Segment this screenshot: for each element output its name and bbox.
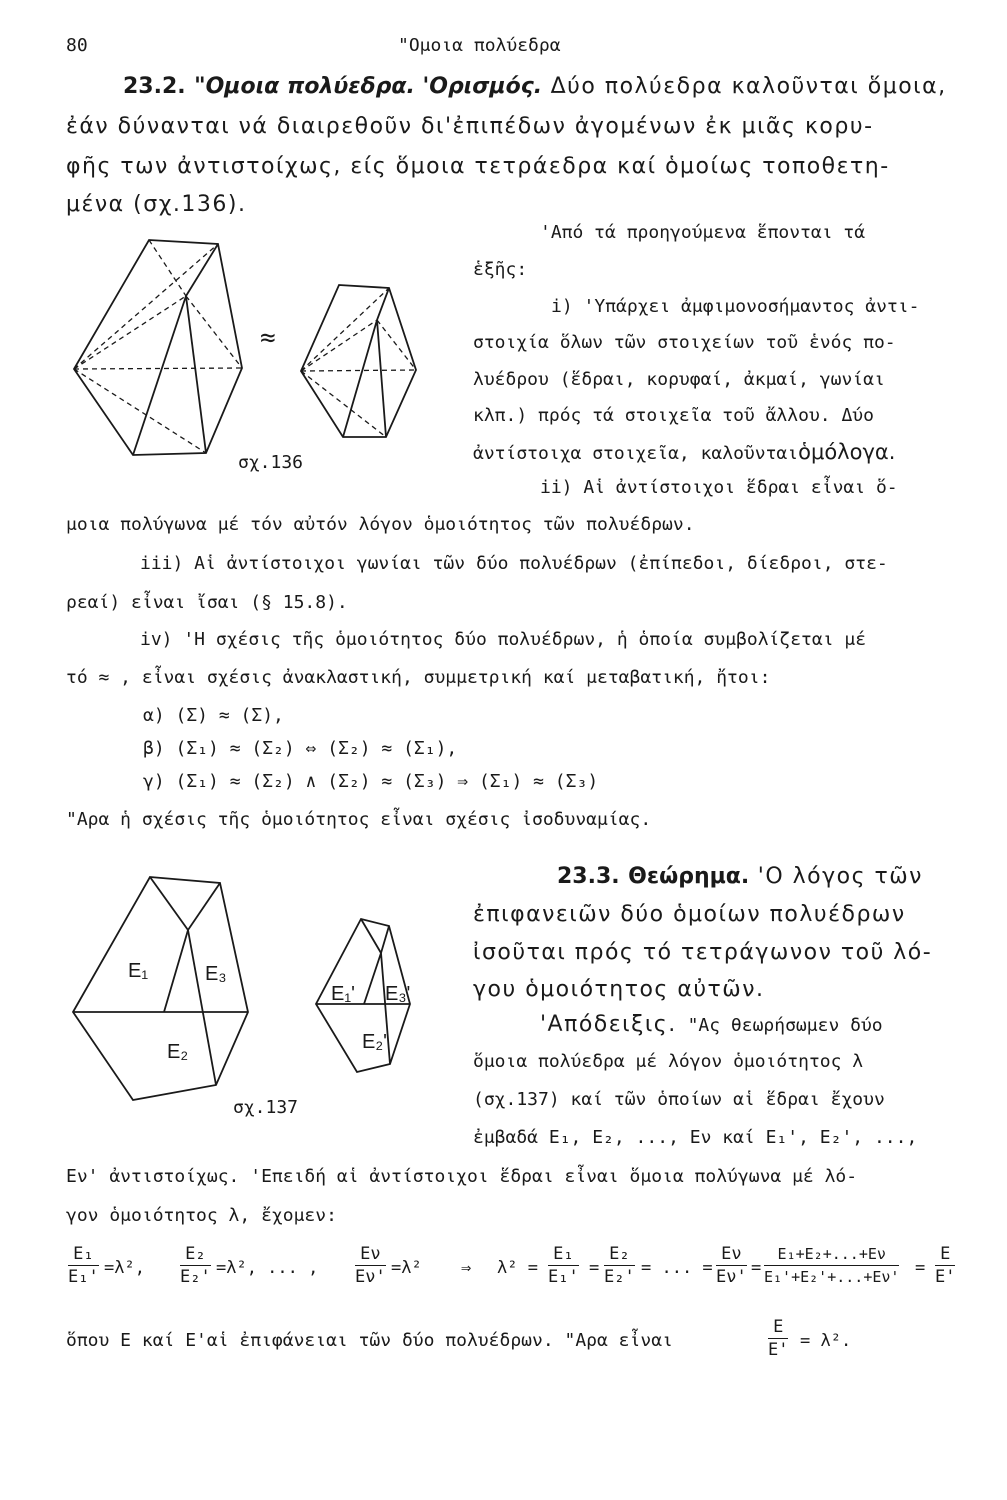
theorem-line-1: 'Ο λόγος τῶν [757, 864, 923, 889]
lambda-squared: λ² = [497, 1258, 538, 1278]
proof-line-3: (σχ.137) καί τῶν ὁποίων αἱ ἕδραι ἔχουν [473, 1089, 885, 1110]
theorem-line-3: ἰσοῦται πρός τό τετράγωνον τοῦ λό- [473, 940, 933, 965]
property-i-line-3: λυέδρου (ἕδραι, κορυφαί, ἀκμαί, γωνίαι [473, 369, 885, 390]
theorem-line-2: ἐπιφανειῶν δύο ὁμοίων πολυέδρων [473, 902, 906, 927]
properties-intro-1: 'Από τά προηγούμενα ἕπονται τά [540, 222, 866, 243]
denominator: E₁' [68, 1267, 99, 1287]
fraction-final [768, 1316, 788, 1361]
property-i-line-5-text: ἀντίστοιχα στοιχεῖα, καλοῦνται [473, 443, 799, 464]
numerator: E₁ [548, 1243, 579, 1266]
running-title: "Ομοια πολύεδρα [398, 35, 561, 56]
property-i-line-2: στοιχία ὅλων τῶν στοιχείων τοῦ ἑνός πο- [473, 332, 896, 353]
proof-line-6: γον ὁμοιότητος λ, ἔχομεν: [66, 1205, 337, 1226]
fig137-small-edge [364, 953, 381, 1004]
equals: = [589, 1258, 600, 1278]
definition-line-4: μένα (σχ.136). [66, 192, 247, 217]
fig137-small-edge [381, 926, 389, 953]
property-i-line-1: i) 'Υπάρχει ἀμφιμονοσήμαντος ἀντι- [551, 296, 920, 317]
numerator: Eν [355, 1243, 386, 1266]
property-iv-line-1: iv) 'Η σχέσις τῆς ὁμοιότητος δύο πολυέδρων, ἡ ὁποία συμβολίζεται μέ [140, 629, 867, 650]
fig137-large-edge [188, 883, 220, 930]
equals: = [915, 1258, 926, 1278]
similar-symbol: ≈ [260, 323, 276, 353]
property-iii-line-2: ρεαί) εἶναι ἴσαι (§ 15.8). [66, 592, 348, 613]
section-subtitle: 'Ορισμός. [422, 74, 543, 99]
equivalence-conclusion: "Αρα ἡ σχέσις τῆς ὁμοιότητος εἶναι σχέσις ἰσοδυναμίας. [66, 809, 652, 830]
implies-symbol: ⇒ [461, 1258, 472, 1278]
numerator: E₂ [604, 1243, 635, 1266]
numerator: E [935, 1243, 955, 1266]
property-iii-line-1: iii) Αἱ ἀντίστοιχοι γωνίαι τῶν δύο πολυέδρων (ἐπίπεδοι, δίεδροι, στε- [140, 553, 888, 574]
equation-part: =λ², [104, 1258, 145, 1278]
fig137-large-edge [150, 877, 188, 930]
fig137-large-outline [73, 877, 248, 1100]
fraction-g3 [716, 1243, 747, 1288]
theorem-line-4: γου ὁμοιότητος αὐτῶν. [473, 977, 765, 1002]
definition-line-2: ἐάν δύνανται νά διαιρεθοῦν δι'ἐπιπέδων ἀγομένων ἐκ μιᾶς κορυ- [66, 114, 874, 139]
face-label-e3: E₃ [205, 963, 227, 985]
face-label-e1-prime: E₁' [331, 983, 355, 1005]
page-number: 80 [66, 35, 88, 56]
fig137-large-edge [164, 930, 188, 1012]
definition-line-1: Δύο πολύεδρα καλοῦνται ὅμοια, [550, 74, 947, 99]
property-beta: β) (Σ₁) ≈ (Σ₂) ⇔ (Σ₂) ≈ (Σ₁), [143, 738, 458, 759]
proof-line-4: ἐμβαδά E₁, E₂, ..., Eν καί E₁', E₂', ..., [473, 1127, 918, 1148]
numerator: E₁ [68, 1243, 99, 1266]
denominator: Eν' [716, 1267, 747, 1287]
equation-part: =λ² [391, 1258, 422, 1278]
fraction-total [935, 1243, 955, 1288]
numerator: E [768, 1316, 788, 1339]
figure-136-caption: σχ.136 [238, 452, 304, 473]
fraction-g2 [604, 1243, 635, 1288]
denominator: E₂' [180, 1267, 211, 1287]
properties-intro-2: ἑξῆς: [473, 259, 528, 280]
denominator: Eν' [355, 1267, 386, 1287]
fraction-sum [764, 1243, 899, 1288]
face-label-e1: E₁ [128, 960, 149, 982]
figure-137-caption: σχ.137 [233, 1097, 299, 1118]
proof-line-1-text: "Ας θεωρήσωμεν δύο [687, 1015, 883, 1036]
numerator: E₂ [180, 1243, 211, 1266]
face-label-e3-prime: E₃' [385, 983, 411, 1005]
denominator: E₂' [604, 1267, 635, 1287]
fraction-ev [355, 1243, 386, 1288]
denominator: E' [768, 1340, 789, 1360]
equation-part: =λ², ... , [216, 1258, 319, 1278]
theorem-number: 23.3. [557, 864, 620, 889]
face-label-e2-prime: E₂' [362, 1031, 387, 1053]
proof-label: 'Απόδειξις. [540, 1012, 677, 1037]
fraction-e2 [180, 1243, 211, 1288]
property-alpha: α) (Σ) ≈ (Σ), [143, 705, 284, 726]
denominator: E₁' [548, 1267, 579, 1287]
section-number: 23.2. [123, 74, 186, 99]
proof-line-5: Eν' ἀντιστοίχως. 'Επειδή αἱ ἀντίστοιχοι ἕδραι εἶναι ὅμοια πολύγωνα μέ λό- [66, 1166, 858, 1187]
denominator: E₁'+E₂'+...+Eν' [764, 1268, 900, 1286]
homologous-term: ὁμόλογα. [798, 440, 896, 464]
theorem-title: Θεώρημα. [628, 864, 750, 889]
section-title: "Ομοια πολύεδρα. [194, 74, 423, 99]
equals: = [751, 1258, 762, 1278]
fig137-large-edge [188, 930, 216, 1085]
property-ii-line-2: μοια πολύγωνα μέ τόν αὐτόν λόγον ὁμοιότητος τῶν πολυέδρων. [66, 514, 695, 535]
face-label-e2: E₂ [167, 1041, 189, 1063]
property-ii-line-1: ii) Αἱ ἀντίστοιχοι ἕδραι εἶναι ὅ- [540, 477, 898, 498]
ellipsis-equals: = ... = [641, 1258, 713, 1278]
property-iv-line-2: τό ≈ , εἶναι σχέσις ἀνακλαστική, συμμετρική καί μεταβατική, ἤτοι: [66, 667, 771, 688]
final-statement: ὅπου E καί E'αἱ ἐπιφάνειαι τῶν δύο πολυέδρων. "Αρα εἶναι [66, 1330, 673, 1351]
proof-line-2: ὅμοια πολύεδρα μέ λόγον ὁμοιότητος λ [473, 1051, 864, 1072]
definition-line-3: φῆς των ἀντιστοίχως, είς ὅμοια τετράεδρα καί ὁμοίως τοποθετη- [66, 154, 890, 179]
property-i-line-4: κλπ.) πρός τά στοιχεῖα τοῦ ἄλλου. Δύο [473, 405, 874, 426]
numerator: E₁+E₂+...+Eν [764, 1243, 899, 1266]
numerator: Eν [716, 1243, 747, 1266]
fraction-e1 [68, 1243, 99, 1288]
final-result: = λ². [800, 1331, 852, 1351]
fraction-g1 [548, 1243, 579, 1288]
property-gamma: γ) (Σ₁) ≈ (Σ₂) ∧ (Σ₂) ≈ (Σ₃) ⇒ (Σ₁) ≈ (Σ₃) [143, 771, 599, 792]
denominator: E' [935, 1267, 956, 1287]
